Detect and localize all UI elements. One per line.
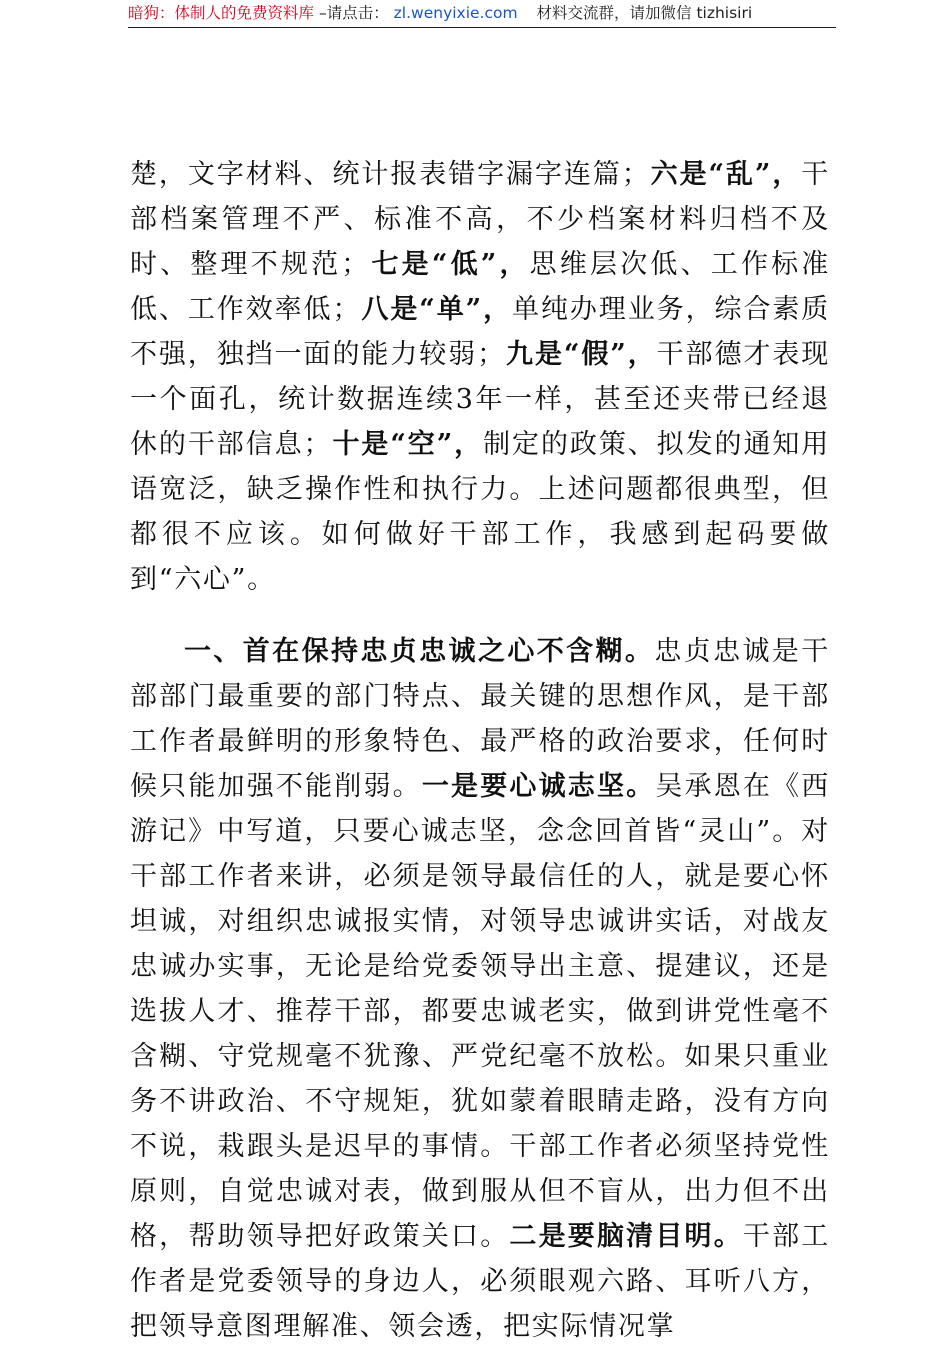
wechat-text: 材料交流群，请加微信 tizhisiri [536,4,753,22]
document-body [130,152,830,1349]
paragraph-segment: 单纯办理业务，综合素质不强，独挡一面的能力较弱； [130,294,830,370]
paragraph-segment: 吴承恩在《西游记》中写道，只要心诚志坚，念念回首皆“灵山”。对干部工作者来讲，必须是领导最信任的人，就是要心怀坦诚，对组织忠诚报实情，对领导忠诚讲实话，对战友忠诚办实事，无论是给党委领导出主意、提建议，还是选拔人才、推荐干部，都要忠诚老实，做到讲党性毫不含糊、守党规毫不犹豫、严党纪毫不放松。如果只重业务不讲政治、不守规矩，犹如蒙着眼睛走路，没有方向不说，栽跟头是迟早的事情。干部工作者必须坚持党性原则，自觉忠诚对表，做到服从但不盲从，出力但不出格，帮助领导把好政策关口。 [130,771,831,1252]
paragraph-segment: 思维层次低、工作标准低、工作效率低； [130,249,831,325]
paragraph-segment: 十是“空”， [332,429,484,460]
paragraph-segment: 七是“低”， [370,249,530,280]
paragraph-segment: 楚，文字材料、统计报表错字漏字连篇； [130,159,651,190]
section-heading: 一、首在保持忠贞忠诚之心不含糊。 [184,636,655,667]
paragraph-segment: 八是“单”， [361,294,513,325]
paragraph-segment: 六是“乱”， [650,159,802,190]
site-url-link[interactable]: zl.wenyixie.com [393,4,518,22]
paragraph-segment: 干部档案管理不严、标准不高，不少档案材料归档不及时、整理不规范； [130,159,830,280]
paragraph-segment: 九是“假”， [505,339,657,370]
paragraph-continuation [130,152,830,602]
paragraph-section-one [130,629,830,1349]
site-label: 暗狗：体制人的免费资料库 [128,4,315,22]
paragraph-segment: 干部德才表现一个面孔，统计数据连续3年一样，甚至还夹带已经退休的干部信息； [130,339,830,460]
paragraph-segment: 忠贞忠诚是干部部门最重要的部门特点、最关键的思想作风，是干部工作者最鲜明的形象特色、最严格的政治要求，任何时候只能加强不能削弱。 [130,636,831,802]
paragraph-segment: 制定的政策、拟发的通知用语宽泛，缺乏操作性和执行力。上述问题都很典型，但都很不应该。如何做好干部工作，我感到起码要做到“六心”。 [130,429,830,595]
subpoint-heading: 二是要脑清目明。 [509,1221,743,1252]
paragraph-segment: 干部工作者是党委领导的身边人，必须眼观六路、耳听八方，把领导意图理解准、领会透，把实际情况掌 [130,1221,830,1342]
subpoint-heading: 一是要心诚志坚。 [421,771,656,802]
page-header [128,0,836,28]
visit-label: –请点击： [318,4,389,22]
